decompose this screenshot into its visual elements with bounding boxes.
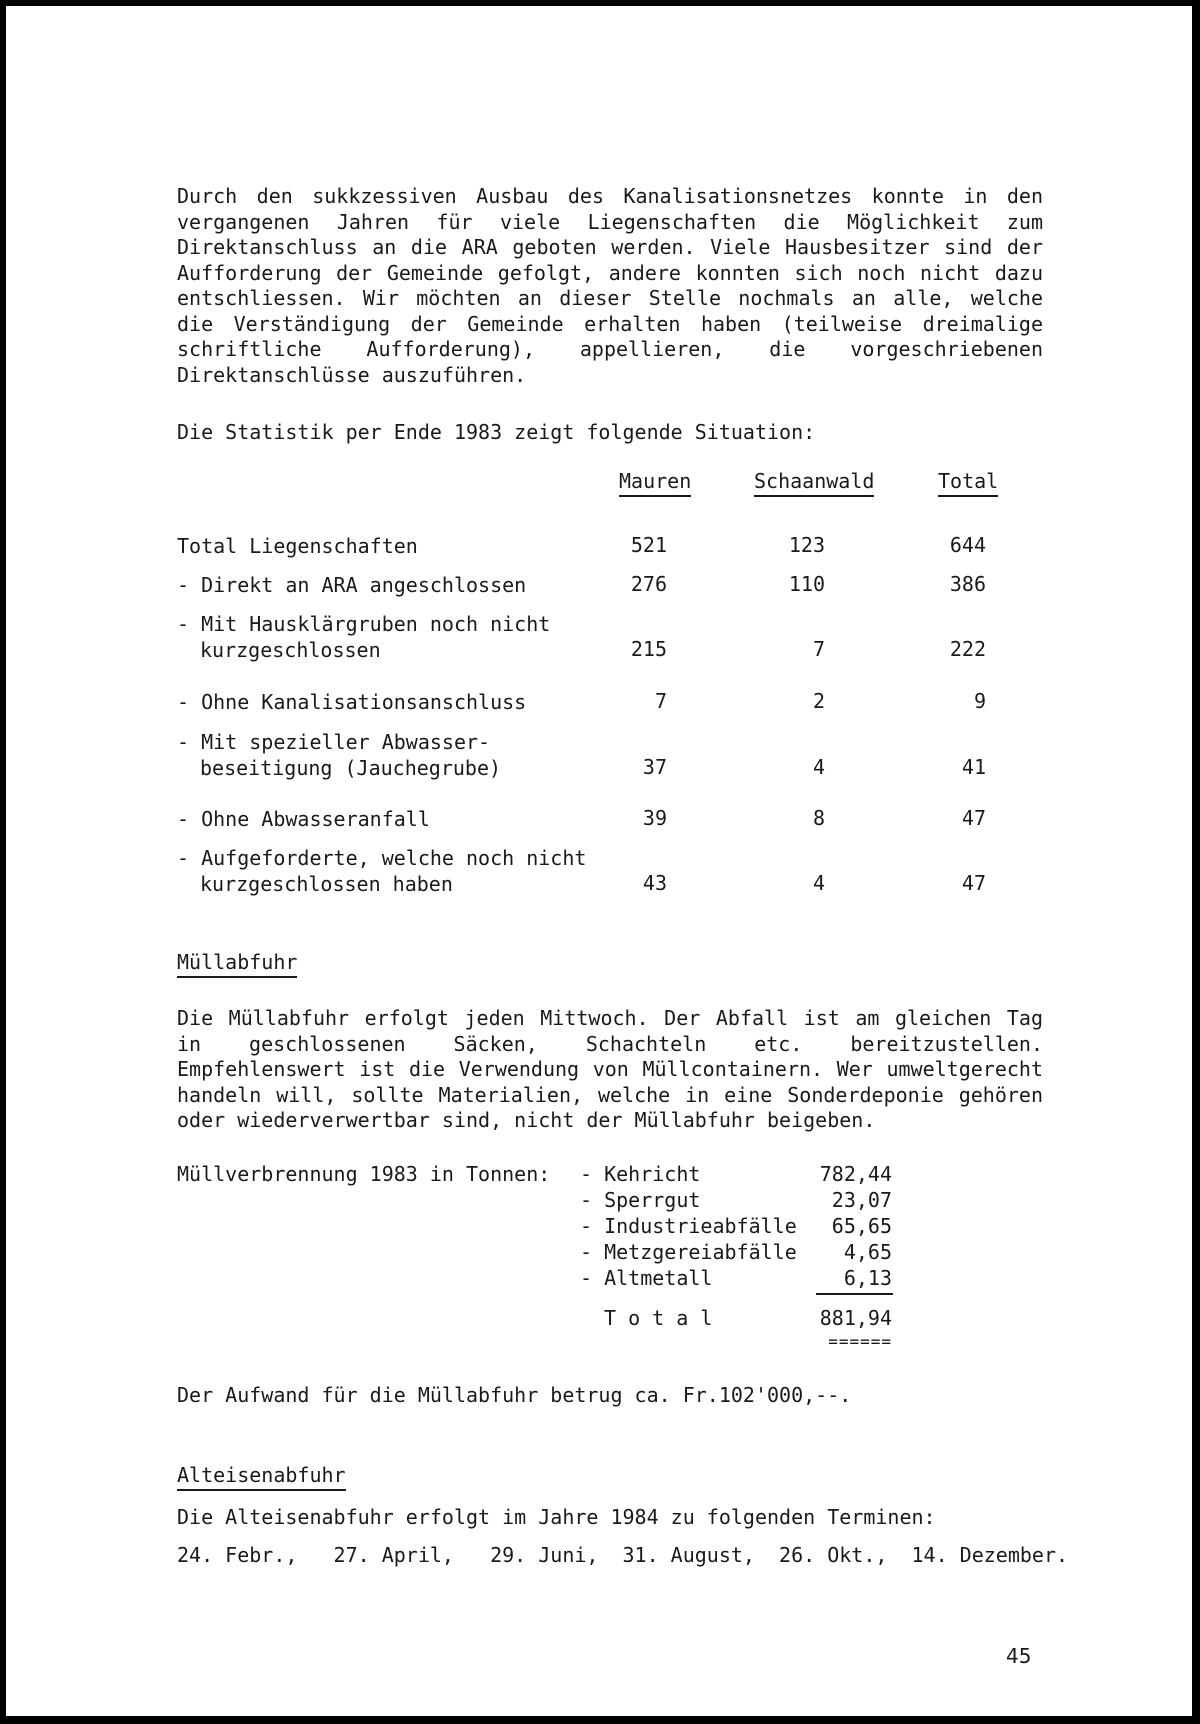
cell-total: 644 (949, 533, 986, 557)
cell-total: 222 (949, 637, 986, 661)
cell-mauren: 37 (642, 755, 667, 779)
cell-schaanwald: 8 (812, 806, 825, 830)
row-label-cont: beseitigung (Jauchegrube) (200, 756, 502, 780)
row-label: - Ohne Abwasseranfall (177, 807, 430, 831)
waste-item-value: 4,65 (843, 1240, 892, 1264)
waste-item-label: - Sperrgut (580, 1188, 701, 1212)
cell-total: 41 (961, 755, 986, 779)
cell-schaanwald: 4 (812, 755, 825, 779)
total-value: 881,94 (819, 1306, 892, 1330)
cell-mauren: 43 (642, 871, 667, 895)
cell-total: 47 (961, 871, 986, 895)
document-page (6, 6, 1192, 1716)
muellabfuhr-paragraph: Die Müllabfuhr erfolgt jeden Mittwoch. Der Abfall ist am gleichen Tag in geschlossenen Säcken, Schachteln etc. bereitzustellen. Empfehlenswert ist die Verwendung von Müllcontainern. Wer umweltgerecht handeln will, sollte Materialien, welche in eine Sonderdeponie gehören oder wiederverwertbar sind, nicht der Müllabfuhr beigeben. (177, 1006, 1043, 1132)
aufwand-text: Der Aufwand für die Müllabfuhr betrug ca. Fr.102'000,--. (177, 1383, 852, 1407)
row-label-cont: kurzgeschlossen haben (200, 872, 453, 896)
cell-mauren: 39 (642, 806, 667, 830)
waste-item-label: - Industrieabfälle (580, 1214, 797, 1238)
row-label: - Direkt an ARA angeschlossen (177, 573, 527, 597)
row-label: - Aufgeforderte, welche noch nicht (177, 846, 587, 870)
cell-mauren: 215 (630, 637, 667, 661)
waste-item-value: 23,07 (831, 1188, 892, 1212)
alteisen-dates: 24. Febr., 27. April, 29. Juni, 31. August, 26. Okt., 14. Dezember. (177, 1543, 1069, 1567)
row-label: - Mit Hausklärgruben noch nicht (177, 612, 551, 636)
header-schaanwald: Schaanwald (754, 469, 874, 497)
stats-intro: Die Statistik per Ende 1983 zeigt folgende Situation: (177, 420, 816, 444)
cell-schaanwald: 110 (788, 572, 825, 596)
page-number: 45 (1006, 1644, 1032, 1668)
waste-item-label: - Altmetall (580, 1266, 713, 1290)
double-underline: ====== (828, 1332, 892, 1351)
waste-item-label: - Metzgereiabfälle (580, 1240, 797, 1264)
intro-paragraph: Durch den sukkzessiven Ausbau des Kanalisationsnetzes konnte in den vergangenen Jahren für viele Liegenschaften die Möglichkeit zum Direktanschluss an die ARA geboten werden. Viele Hausbesitzer sind der Aufforderung der Gemeinde gefolgt, andere konnten sich noch nicht dazu entschliessen. Wir möchten an dieser Stelle nochmals an alle, welche die Verständigung der Gemeinde erhalten haben (teilweise dreimalige schriftliche Aufforderung), appellieren, die vorgeschriebenen Direktanschlüsse auszuführen. (177, 184, 1043, 387)
row-label: Total Liegenschaften (177, 534, 418, 558)
alteisen-intro: Die Alteisenabfuhr erfolgt im Jahre 1984 zu folgenden Terminen: (177, 1505, 936, 1529)
cell-total: 9 (973, 689, 986, 713)
header-mauren: Mauren (619, 469, 691, 497)
row-label: - Mit spezieller Abwasser- (177, 730, 491, 754)
sum-rule (816, 1293, 893, 1295)
cell-total: 47 (961, 806, 986, 830)
total-label: T o t a l (604, 1306, 713, 1330)
cell-mauren: 276 (630, 572, 667, 596)
waste-item-value: 782,44 (819, 1162, 892, 1186)
cell-total: 386 (949, 572, 986, 596)
verbrennung-label: Müllverbrennung 1983 in Tonnen: (177, 1162, 551, 1186)
section-heading-alteisenabfuhr: Alteisenabfuhr (177, 1463, 346, 1491)
cell-schaanwald: 4 (812, 871, 825, 895)
section-heading-muellabfuhr: Müllabfuhr (177, 950, 297, 978)
row-label: - Ohne Kanalisationsanschluss (177, 690, 527, 714)
waste-item-value: 6,13 (843, 1266, 892, 1290)
cell-mauren: 521 (630, 533, 667, 557)
header-total: Total (938, 469, 998, 497)
cell-mauren: 7 (654, 689, 667, 713)
waste-item-value: 65,65 (831, 1214, 892, 1238)
cell-schaanwald: 7 (812, 637, 825, 661)
waste-item-label: - Kehricht (580, 1162, 701, 1186)
cell-schaanwald: 2 (812, 689, 825, 713)
row-label-cont: kurzgeschlossen (200, 638, 381, 662)
cell-schaanwald: 123 (788, 533, 825, 557)
